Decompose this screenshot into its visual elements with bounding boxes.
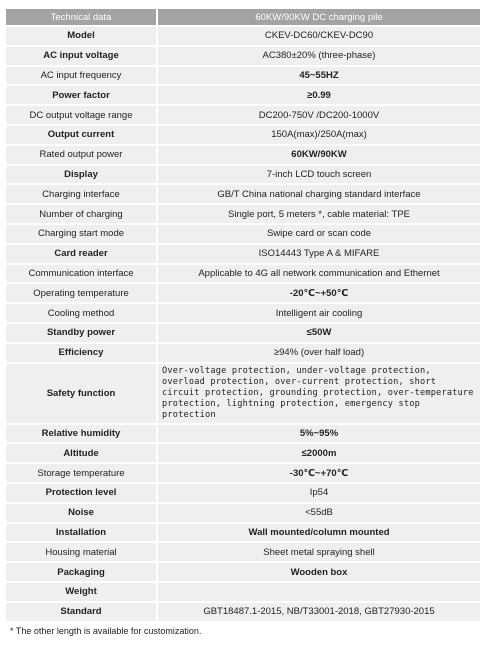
row-value: Sheet metal spraying shell (158, 543, 480, 561)
row-value: DC200-750V /DC200-1000V (158, 106, 480, 124)
row-value: Swipe card or scan code (158, 225, 480, 243)
row-value: Over-voltage protection, under-voltage protection, overload protection, over-current protection, short circuit protection, grounding protection, over-temperature protection, lightning protection, emergency stop protection (158, 364, 480, 423)
table-row (6, 583, 480, 601)
table-row (6, 504, 480, 522)
table-row (6, 265, 480, 283)
table-row (6, 284, 480, 302)
row-label: Protection level (6, 484, 158, 502)
table-row (6, 67, 480, 85)
table-row (6, 563, 480, 581)
table-row (6, 524, 480, 542)
row-label: AC input frequency (6, 67, 158, 85)
row-value: CKEV-DC60/CKEV-DC90 (158, 27, 480, 45)
table-row (6, 86, 480, 104)
row-label: Housing material (6, 543, 158, 561)
table-row (6, 444, 480, 462)
table-row (6, 205, 480, 223)
row-value: Wall mounted/column mounted (158, 524, 480, 542)
row-label: Storage temperature (6, 464, 158, 482)
row-value (158, 583, 480, 601)
row-value: ≥94% (over half load) (158, 344, 480, 362)
table-row (6, 464, 480, 482)
row-value: AC380±20% (three-phase) (158, 47, 480, 65)
row-value: Single port, 5 meters *, cable material: TPE (158, 205, 480, 223)
row-label: Communication interface (6, 265, 158, 283)
table-row (6, 484, 480, 502)
row-label: Rated output power (6, 146, 158, 164)
table-row (6, 47, 480, 65)
header-product: 60KW/90KW DC charging pile (158, 9, 480, 25)
row-label: Altitude (6, 444, 158, 462)
table-row (6, 543, 480, 561)
table-row (6, 603, 480, 621)
table-row (6, 304, 480, 322)
row-value: ≤50W (158, 324, 480, 342)
table-row (6, 27, 480, 45)
table-row (6, 146, 480, 164)
row-value: 150A(max)/250A(max) (158, 126, 480, 144)
row-value: Ip54 (158, 484, 480, 502)
row-value: Applicable to 4G all network communication and Ethernet (158, 265, 480, 283)
table-row (6, 106, 480, 124)
row-value: 5%~95% (158, 425, 480, 443)
row-value: Wooden box (158, 563, 480, 581)
row-value: ISO14443 Type A & MIFARE (158, 245, 480, 263)
row-label: Charging interface (6, 185, 158, 203)
table-row (6, 166, 480, 184)
row-value: -20℃~+50℃ (158, 284, 480, 302)
row-label: Safety function (6, 364, 158, 423)
row-value: GBT18487.1-2015, NB/T33001-2018, GBT27930-2015 (158, 603, 480, 621)
row-label: Power factor (6, 86, 158, 104)
row-label: DC output voltage range (6, 106, 158, 124)
row-label: Output current (6, 126, 158, 144)
row-value: <55dB (158, 504, 480, 522)
row-value: GB/T China national charging standard interface (158, 185, 480, 203)
spec-sheet (6, 7, 480, 623)
footnote: * The other length is available for customization. (10, 626, 202, 636)
row-label: Efficiency (6, 344, 158, 362)
row-label: Card reader (6, 245, 158, 263)
row-value: -30℃~+70℃ (158, 464, 480, 482)
row-label: Cooling method (6, 304, 158, 322)
row-value: ≤2000m (158, 444, 480, 462)
spec-table (6, 7, 480, 623)
row-value: 60KW/90KW (158, 146, 480, 164)
row-label: Relative humidity (6, 425, 158, 443)
row-label: Packaging (6, 563, 158, 581)
row-label: Model (6, 27, 158, 45)
table-row (6, 425, 480, 443)
table-row (6, 324, 480, 342)
row-value: 45~55HZ (158, 67, 480, 85)
table-header-row (6, 9, 480, 25)
row-label: Number of charging (6, 205, 158, 223)
table-row (6, 126, 480, 144)
row-label: Noise (6, 504, 158, 522)
row-value: 7-inch LCD touch screen (158, 166, 480, 184)
row-label: Installation (6, 524, 158, 542)
table-row (6, 225, 480, 243)
row-label: Weight (6, 583, 158, 601)
row-label: Standard (6, 603, 158, 621)
table-row (6, 245, 480, 263)
row-label: Charging start mode (6, 225, 158, 243)
header-technical-data: Technical data (6, 9, 158, 25)
row-label: Standby power (6, 324, 158, 342)
row-label: Operating temperature (6, 284, 158, 302)
row-label: Display (6, 166, 158, 184)
table-row (6, 185, 480, 203)
row-label: AC input voltage (6, 47, 158, 65)
row-value: Intelligent air cooling (158, 304, 480, 322)
table-row (6, 344, 480, 362)
table-row (6, 364, 480, 423)
row-value: ≥0.99 (158, 86, 480, 104)
